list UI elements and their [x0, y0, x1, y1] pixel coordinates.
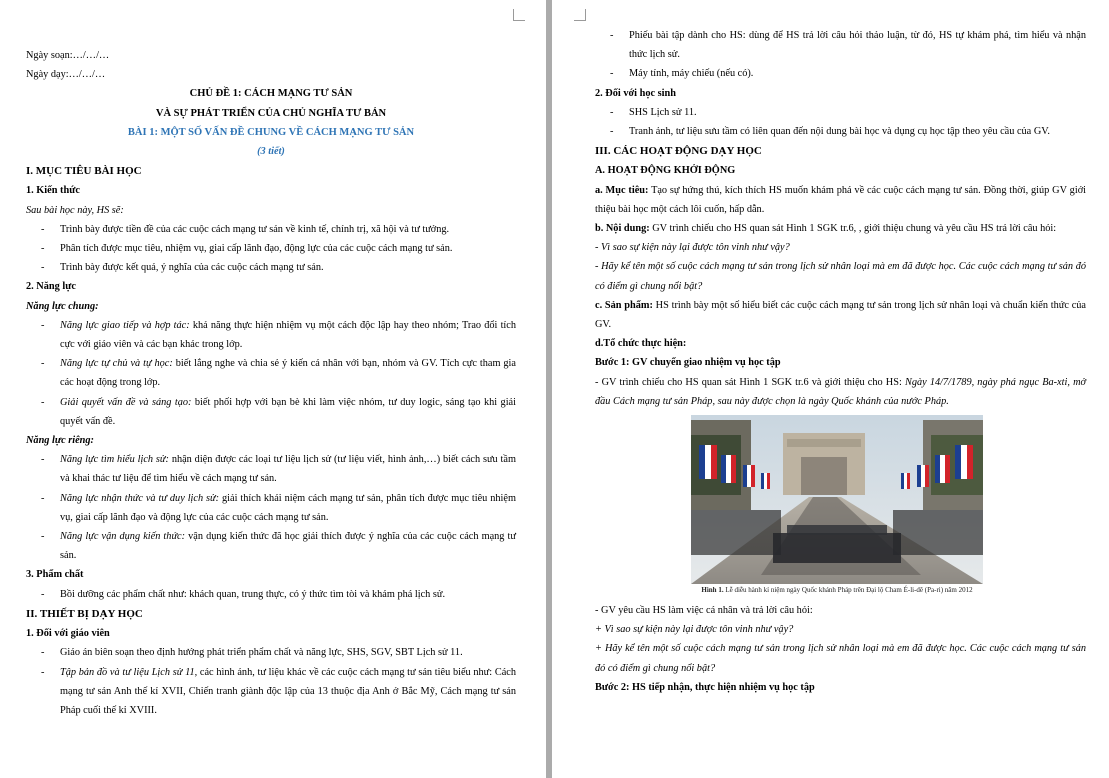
- section-heading-equipment: II. THIẾT BỊ DẠY HỌC: [26, 607, 143, 620]
- request-paragraph: - GV yêu cầu HS làm việc cá nhân và trả lời câu hỏi:: [595, 605, 813, 617]
- teacher-list-continued: [595, 26, 1086, 84]
- list-item: [26, 450, 516, 488]
- request-question-1: + Vì sao sự kiện này lại được tôn vinh như vậy?: [595, 624, 794, 636]
- teach-date: Ngày dạy:…/…/…: [26, 69, 106, 81]
- section-heading-objectives: I. MỤC TIÊU BÀI HỌC: [26, 165, 142, 178]
- content-text: GV trình chiếu cho HS quan sát Hình 1 SGK tr.6, , giới thiệu chung và yêu cầu HS trả lời câu hỏi:: [649, 223, 1057, 235]
- list-item: - SHS Lịch sử 11.: [595, 103, 1086, 122]
- competence-term: Năng lực vận dụng kiến thức:: [60, 531, 186, 543]
- competence-text: giải thích khái niệm cách mạng tư sản, phân tích được mục tiêu nhiệm vụ, giai cấp lãnh đạo và động lực của các cuộc cách mạng tư sản.: [60, 492, 516, 523]
- competence-text: khả năng thực hiện nhiệm vụ một cách độc lập hay theo nhóm; Trao đổi tích cực với giáo viên và các bạn khác trong lớp.: [60, 319, 517, 351]
- question-1: - Vì sao sự kiện này lại được tôn vinh như vậy?: [595, 242, 790, 254]
- request-question-2: + Hãy kể tên một số cuộc cách mạng tư sản trong lịch sử nhân loại mà em đã được học. Các cuộc cách mạng tư sản đó có điểm gì chung nổi bật?: [595, 643, 1086, 674]
- topic-title-line1: CHỦ ĐỀ 1: CÁCH MẠNG TƯ SẢN: [189, 88, 353, 100]
- knowledge-list: [26, 220, 516, 278]
- competence-text: biết lắng nghe và chia sẻ ý kiến cá nhân với bạn, nhóm và GV. Tích cực tham gia các hoạt động trong lớp.: [60, 358, 516, 389]
- objective-text: Tạo sự hứng thú, kích thích HS muốn khám phá về các cuộc cách mạng tư sản. Đồng thời, giúp GV giới thiệu bài học một cách lôi cuốn, hấp dẫn.: [595, 184, 1086, 215]
- section-heading-activities: III. CÁC HOẠT ĐỘNG DẠY HỌC: [595, 145, 762, 158]
- topic-title-line2: VÀ SỰ PHÁT TRIỂN CỦA CHỦ NGHĨA TƯ BẢN: [155, 107, 387, 119]
- competence-term: Năng lực tìm hiểu lịch sử:: [60, 454, 169, 466]
- list-item: [26, 316, 516, 354]
- list-item: [26, 489, 516, 527]
- page-content: [595, 26, 1086, 697]
- product-text: HS trình bày một số hiểu biết các cuộc cách mạng tư sản trong lịch sử nhân loại và chuẩn kiến thức của GV.: [595, 299, 1086, 331]
- list-item: - Trình bày được tiền đề của các cuộc cách mạng tư sản về kinh tế, chính trị, xã hội và tư tưởng.: [26, 220, 516, 239]
- list-item: [26, 527, 516, 565]
- organization-label: d.Tổ chức thực hiện:: [595, 338, 687, 350]
- list-item: - Máy tính, máy chiếu (nếu có).: [595, 64, 1086, 83]
- step-1-heading: Bước 1: GV chuyển giao nhiệm vụ học tập: [595, 357, 781, 369]
- content-label: b. Nội dung:: [595, 223, 650, 235]
- objective-paragraph: [595, 181, 1086, 219]
- list-item: [26, 393, 516, 431]
- margin-corner-mark: [513, 9, 525, 21]
- parade-photo: [691, 415, 983, 584]
- step-1-italic: Ngày 14/7/1789, ngày phá ngục Ba-xti, mở đầu Cách mạng tư sản Pháp, sau này được chọn là ngày Quốc khánh của nước Pháp.: [595, 376, 1086, 407]
- step-1-paragraph: [595, 373, 1086, 411]
- page-content: [26, 46, 516, 720]
- parade-photo-illustration: [691, 415, 983, 584]
- list-item: - Phân tích được mục tiêu, nhiệm vụ, giai cấp lãnh đạo, động lực của các cuộc cách mạng tư sản.: [26, 239, 516, 258]
- student-list: [595, 103, 1086, 141]
- product-label: c. Sản phẩm:: [595, 299, 653, 311]
- competence-text: biết phối hợp với bạn bè khi làm việc nhóm, tư duy logic, sáng tạo khi giải quyết vấn đề.: [60, 396, 516, 427]
- competence-text: nhận diện được các loại tư liệu lịch sử (tư liệu viết, hình ảnh,…) biết cách sưu tầm và khai thác tư liệu để tìm hiểu về cách mạng tư sản.: [60, 454, 516, 485]
- list-item: [26, 663, 516, 721]
- competence-term: Năng lực nhận thức và tư duy lịch sử:: [60, 492, 220, 504]
- subsection-knowledge: 1. Kiến thức: [26, 185, 80, 197]
- product-paragraph: [595, 296, 1086, 334]
- step-2-heading: Bước 2: HS tiếp nhận, thực hiện nhiệm vụ học tập: [595, 681, 815, 693]
- teacher-list: [26, 643, 516, 720]
- list-item: - Tranh ảnh, tư liệu sưu tầm có liên quan đến nội dung bài học và dụng cụ học tập theo yêu cầu của GV.: [595, 122, 1086, 141]
- resource-text: các hình ảnh, tư liệu khác về các cuộc cách mạng tư sản tiêu biểu như: Cách mạng tư sản Anh thế kỉ XVII, Chiến tranh giành độc lập của 13 thuộc địa Anh ở Bắc Mỹ, Cách mạng tư sản Pháp cuối thế kỉ XVIII.: [60, 666, 517, 716]
- list-item: - Bồi dưỡng các phẩm chất như: khách quan, trung thực, có ý thức tìm tòi và khám phá lịch sử.: [26, 585, 516, 604]
- figure-caption: [691, 584, 983, 595]
- question-2: - Hãy kể tên một số cuộc cách mạng tư sản trong lịch sử nhân loại mà em đã được học. Các cuộc cách mạng tư sản đó có điểm gì chung nổi bật?: [595, 261, 1086, 292]
- subsection-teacher: 1. Đối với giáo viên: [26, 628, 110, 640]
- competence-text: vận dụng kiến thức đã học giải thích được ý nghĩa của các cuộc cách mạng tư sản.: [60, 531, 516, 562]
- figure-1: [691, 415, 983, 595]
- specific-competence-label: Năng lực riêng:: [26, 435, 94, 447]
- subsection-competence: 2. Năng lực: [26, 281, 76, 293]
- list-item: [26, 354, 516, 392]
- lesson-title: BÀI 1: MỘT SỐ VẤN ĐỀ CHUNG VỀ CÁCH MẠNG TƯ SẢN: [127, 126, 415, 138]
- competence-term: Giải quyết vấn đề và sáng tạo:: [60, 396, 192, 408]
- subsection-student: 2. Đối với học sinh: [595, 87, 676, 99]
- step-1-text: - GV trình chiếu cho HS quan sát Hình 1 SGK tr.6 và giới thiệu cho HS:: [595, 376, 905, 388]
- figure-caption-text: Lễ diễu hành kỉ niệm ngày Quốc khánh Pháp trên Đại lộ Cham É-li-dê (Pa-ri) năm 2012: [723, 586, 973, 595]
- subsection-qualities: 3. Phẩm chất: [26, 569, 84, 581]
- competence-term: Năng lực tự chủ và tự học:: [60, 358, 173, 370]
- general-competence-label: Năng lực chung:: [26, 300, 99, 312]
- margin-corner-mark: [574, 9, 586, 21]
- competence-term: Năng lực giao tiếp và hợp tác:: [60, 319, 190, 331]
- after-lesson-intro: Sau bài học này, HS sẽ:: [26, 204, 124, 216]
- general-competence-list: [26, 316, 516, 431]
- document-page-right: [552, 0, 1109, 778]
- specific-competence-list: [26, 450, 516, 565]
- objective-label: a. Mục tiêu:: [595, 184, 649, 196]
- figure-caption-label: Hình 1.: [701, 586, 724, 595]
- document-page-left: [0, 0, 546, 778]
- activity-heading-warmup: A. HOẠT ĐỘNG KHỞI ĐỘNG: [595, 165, 736, 177]
- lesson-periods: (3 tiết): [257, 146, 285, 158]
- prep-date: Ngày soạn:…/…/…: [26, 50, 110, 61]
- content-paragraph: [595, 219, 1086, 238]
- qualities-list: [26, 585, 516, 604]
- list-item: - Giáo án biên soạn theo định hướng phát triển phẩm chất và năng lực, SHS, SGV, SBT Lịch sử 11.: [26, 643, 516, 662]
- list-item: - Phiếu bài tập dành cho HS: dùng để HS trả lời câu hỏi thảo luận, từ đó, HS tự khám phá, tìm hiểu và nhận thức lịch sử.: [595, 26, 1086, 64]
- resource-term: Tập bản đồ và tư liệu Lịch sử 11,: [60, 666, 198, 678]
- list-item: - Trình bày được kết quả, ý nghĩa của các cuộc cách mạng tư sản.: [26, 258, 516, 277]
